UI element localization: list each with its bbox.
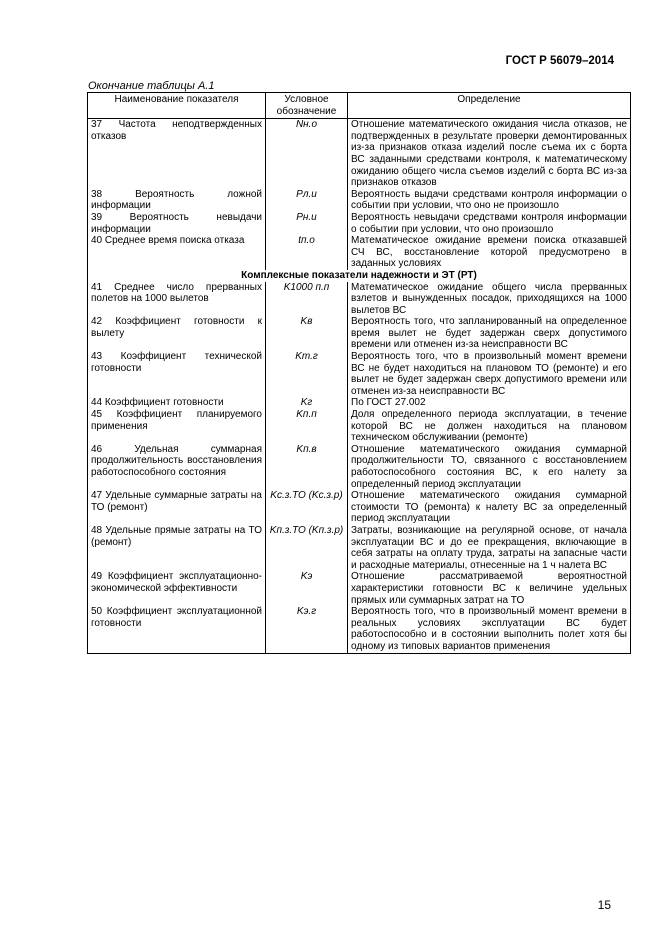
section-title: Комплексные показатели надежности и ЭТ (РТ): [88, 270, 631, 282]
table-row: [88, 189, 631, 212]
indicator-symbol: K1000 п.п: [266, 282, 348, 317]
indicator-symbol: Kп.в: [266, 444, 348, 490]
indicator-symbol: Kп.п: [266, 409, 348, 444]
table-row: [88, 212, 631, 235]
indicator-definition: Вероятность невыдачи средствами контроля информации о событии при условии, что оно произошло: [348, 212, 631, 235]
indicator-definition: Вероятность того, что в произвольный момент времени в реальных условиях эксплуатации ВС будет работоспособно и в состоянии выполнить полет хотя бы одному из типовых вариантов применения: [348, 606, 631, 653]
table-row: [88, 119, 631, 189]
indicator-definition: Отношение математического ожидания суммарной стоимости ТО (ремонта) к налету ВС за определенный период эксплуатации: [348, 490, 631, 525]
indicator-name: 41 Среднее число прерванных полетов на 1000 вылетов: [88, 282, 266, 317]
table-row: [88, 606, 631, 653]
indicator-symbol: Kт.г: [266, 351, 348, 397]
table-caption: Окончание таблицы А.1: [88, 80, 215, 92]
indicator-definition: Вероятность выдачи средствами контроля информации о событии при условии, что оно не произошло: [348, 189, 631, 212]
indicator-name: 42 Коэффициент готовности к вылету: [88, 316, 266, 351]
indicator-symbol: Pн.и: [266, 212, 348, 235]
indicator-symbol: Kэ: [266, 571, 348, 606]
indicator-name: 46 Удельная суммарная продолжительность восстановления работоспособного состояния: [88, 444, 266, 490]
indicator-definition: Затраты, возникающие на регулярной основе, от начала эксплуатации ВС и до ее прекращения, включающие в себя затраты на оплату труда, затраты на запасные части и расходные материалы, отнесенные на 1 ч налета ВС: [348, 525, 631, 571]
indicator-name: 44 Коэффициент готовности: [88, 397, 266, 409]
column-header-name: Наименование показателя: [88, 93, 266, 119]
indicator-definition: Отношение математического ожидания числа отказов, не подтвержденных в результате проверки демонтированных из-за признаков отказа изделий после съема их с борта ВС заданными средствами контроля, к математическому ожиданию общего числа съемов изделий с борта ВС из-за признаков отказов: [348, 119, 631, 189]
indicator-name: 43 Коэффициент технической готовности: [88, 351, 266, 397]
column-header-symbol: Условное обозначение: [266, 93, 348, 119]
indicator-definition: Отношение рассматриваемой вероятностной характеристики готовности ВС к величине удельных прямых или суммарных затрат на ТО: [348, 571, 631, 606]
table-row: [88, 409, 631, 444]
indicator-name: 40 Среднее время поиска отказа: [88, 235, 266, 270]
standard-header: ГОСТ Р 56079–2014: [505, 55, 614, 67]
table-row: [88, 525, 631, 571]
table-row: [88, 490, 631, 525]
indicator-name: 37 Частота неподтвержденных отказов: [88, 119, 266, 189]
indicator-name: 48 Удельные прямые затраты на ТО (ремонт): [88, 525, 266, 571]
column-header-definition: Определение: [348, 93, 631, 119]
indicator-symbol: Kс.з.ТО (Kс.з.р): [266, 490, 348, 525]
indicator-name: 39 Вероятность невыдачи информации: [88, 212, 266, 235]
table-row: [88, 282, 631, 317]
indicator-name: 45 Коэффициент планируемого применения: [88, 409, 266, 444]
indicator-definition: По ГОСТ 27.002: [348, 397, 631, 409]
table-row: [88, 316, 631, 351]
indicator-symbol: Pл.и: [266, 189, 348, 212]
indicator-definition: Отношение математического ожидания суммарной продолжительности ТО, связанного с восстановлением работоспособного состояния ВС, к его налету за определенный период эксплуатации: [348, 444, 631, 490]
page-number: 15: [597, 898, 611, 912]
indicator-symbol: Kв: [266, 316, 348, 351]
indicator-symbol: Kэ.г: [266, 606, 348, 653]
indicator-name: 47 Удельные суммарные затраты на ТО (ремонт): [88, 490, 266, 525]
indicator-definition: Доля определенного периода эксплуатации, в течение которой ВС не должен находиться на плановом техническом обслуживании (ремонте): [348, 409, 631, 444]
indicator-name: 50 Коэффициент эксплуатационной готовности: [88, 606, 266, 653]
indicator-definition: Математическое ожидание времени поиска отказавшей СЧ ВС, восстановление которой предусмотрено в заданных условиях: [348, 235, 631, 270]
indicator-symbol: Kг: [266, 397, 348, 409]
indicator-symbol: tп.о: [266, 235, 348, 270]
indicator-definition: Вероятность того, что запланированный на определенное время вылет не будет задержан сверх допустимого времени или отменен из-за неисправности ВС: [348, 316, 631, 351]
indicator-definition: Математическое ожидание общего числа прерванных взлетов и вынужденных посадок, приходящихся на 1000 вылетов ВС: [348, 282, 631, 317]
definitions-table: [87, 92, 631, 654]
section-row: [88, 270, 631, 282]
indicator-symbol: Nн.о: [266, 119, 348, 189]
table-row: [88, 235, 631, 270]
table-row: [88, 444, 631, 490]
table-header-row: [88, 93, 631, 119]
indicator-name: 49 Коэффициент эксплуатационно-экономической эффективности: [88, 571, 266, 606]
table-row: [88, 571, 631, 606]
indicator-definition: Вероятность того, что в произвольный момент времени ВС не будет находиться на плановом ТО (ремонте) и его вылет не будет задержан сверх допустимого времени или отменен из-за неисправности ВС: [348, 351, 631, 397]
table-row: [88, 397, 631, 409]
indicator-symbol: Kп.з.ТО (Kп.з.р): [266, 525, 348, 571]
indicator-name: 38 Вероятность ложной информации: [88, 189, 266, 212]
table-row: [88, 351, 631, 397]
